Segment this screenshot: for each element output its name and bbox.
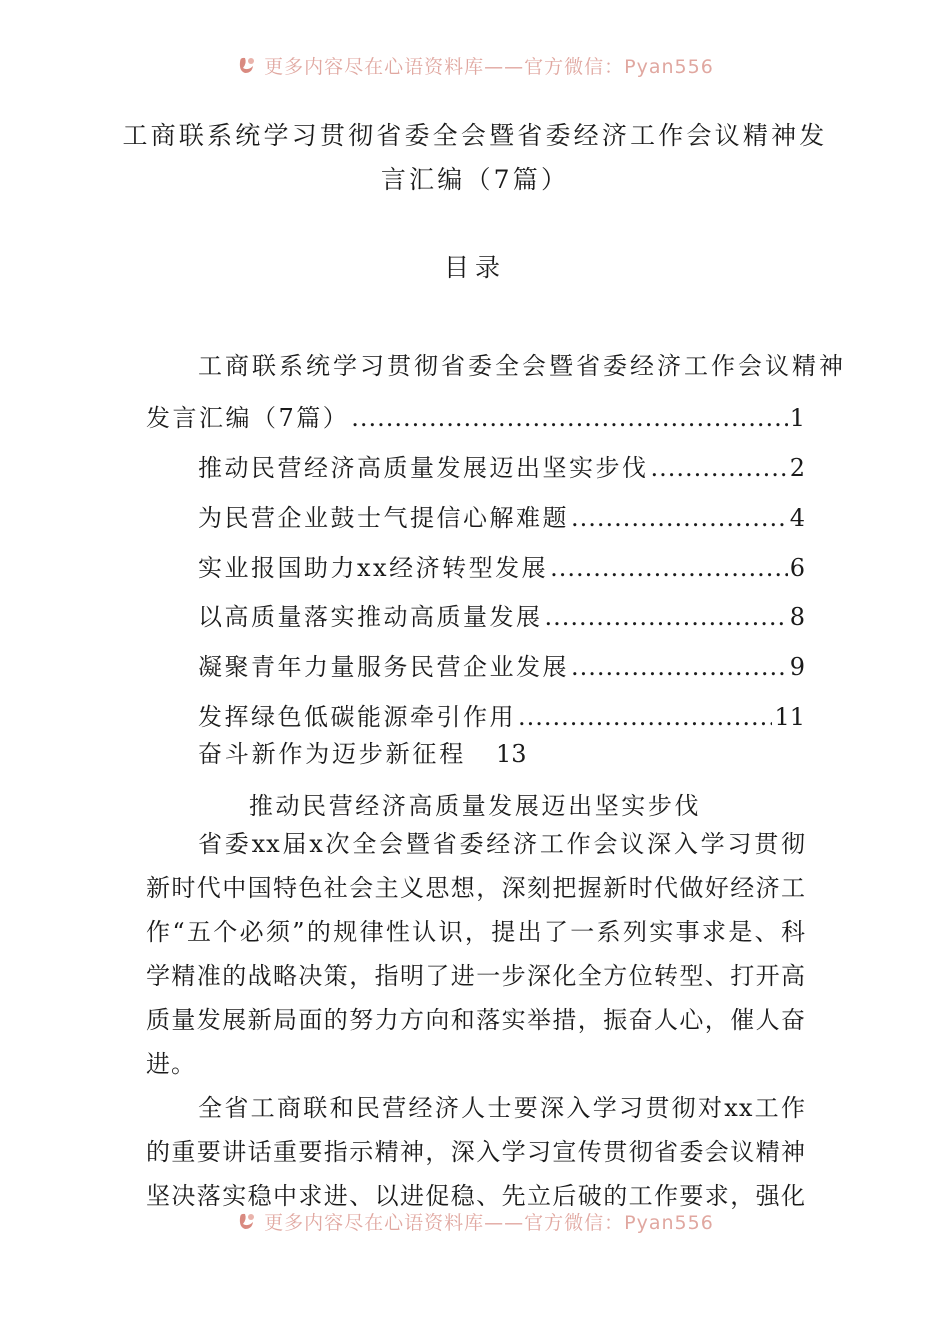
toc-entry-label: 凝聚青年力量服务民营企业发展 <box>198 653 569 681</box>
toc-leader-dots <box>571 653 788 681</box>
paragraph-2-line: 坚决落实稳中求进、以进促稳、先立后破的工作要求，强化 <box>146 1182 806 1210</box>
toc-entry-label: 奋斗新作为迈步新征程 <box>198 740 466 768</box>
toc-entry-page: 8 <box>789 603 805 631</box>
toc-leader-dots <box>571 504 788 532</box>
document-title-line1: 工商联系统学习贯彻省委全会暨省委经济工作会议精神发 <box>122 121 828 150</box>
toc-entry-7[interactable] <box>198 738 527 770</box>
watermark-text: 更多内容尽在心语资料库——官方微信：Pyan556 <box>264 56 714 78</box>
toc-entry-page: 4 <box>789 504 805 532</box>
paragraph-1-line: 进。 <box>146 1050 196 1078</box>
toc-leader-dots <box>550 554 788 582</box>
watermark-logo-icon <box>236 1212 258 1232</box>
toc-entry-label: 发言汇编（7篇） <box>146 404 350 432</box>
toc-entry-page: 13 <box>496 740 527 768</box>
toc-entry-label: 以高质量落实推动高质量发展 <box>198 603 543 631</box>
toc-entry-0-line2[interactable] <box>146 398 805 430</box>
section-title: 推动民营经济高质量发展迈出坚实步伐 <box>248 792 702 820</box>
toc-entry-label: 发挥绿色低碳能源牵引作用 <box>198 703 516 731</box>
paragraph-1-line: 作“五个必须”的规律性认识，提出了一系列实事求是、科 <box>146 918 806 946</box>
paragraph-1-line: 新时代中国特色社会主义思想，深刻把握新时代做好经济工 <box>146 874 806 902</box>
watermark-text: 更多内容尽在心语资料库——官方微信：Pyan556 <box>264 1212 714 1234</box>
toc-entry-page: 6 <box>789 554 805 582</box>
document-title-line2: 言汇编（7篇） <box>380 165 570 194</box>
toc-entry-2[interactable] <box>198 498 805 530</box>
paragraph-2-line: 全省工商联和民营经济人士要深入学习贯彻对xx工作 <box>198 1094 806 1122</box>
toc-leader-dots <box>518 703 772 731</box>
toc-entry-page: 2 <box>789 454 805 482</box>
toc-entry-page: 1 <box>789 404 805 432</box>
toc-leader-dots <box>651 454 788 482</box>
toc-entry-label: 为民营企业鼓士气提信心解难题 <box>198 504 569 532</box>
toc-entry-3[interactable] <box>198 548 805 580</box>
toc-entry-0-line1[interactable]: 工商联系统学习贯彻省委全会暨省委经济工作会议精神 <box>198 352 846 380</box>
toc-entry-4[interactable] <box>198 597 805 629</box>
watermark-bottom <box>0 1212 950 1242</box>
toc-leader-dots <box>351 404 787 432</box>
paragraph-2-line: 的重要讲话重要指示精神，深入学习宣传贯彻省委会议精神 <box>146 1138 806 1166</box>
paragraph-1-line: 质量发展新局面的努力方向和落实举措，振奋人心，催人奋 <box>146 1006 806 1034</box>
toc-entry-1[interactable] <box>198 448 805 480</box>
paragraph-1-line: 学精准的战略决策，指明了进一步深化全方位转型、打开高 <box>146 962 806 990</box>
watermark-top <box>0 56 950 86</box>
toc-entry-5[interactable] <box>198 647 805 679</box>
toc-entry-page: 9 <box>789 653 805 681</box>
toc-entry-page: 11 <box>774 703 805 731</box>
toc-entry-label: 推动民营经济高质量发展迈出坚实步伐 <box>198 454 649 482</box>
toc-entry-label: 实业报国助力xx经济转型发展 <box>198 554 549 582</box>
paragraph-1-line: 省委xx届x次全会暨省委经济工作会议深入学习贯彻 <box>198 830 806 858</box>
toc-leader-dots <box>545 603 788 631</box>
watermark-logo-icon <box>236 56 258 76</box>
toc-heading: 目录 <box>443 253 506 282</box>
toc-entry-6[interactable] <box>198 697 805 729</box>
